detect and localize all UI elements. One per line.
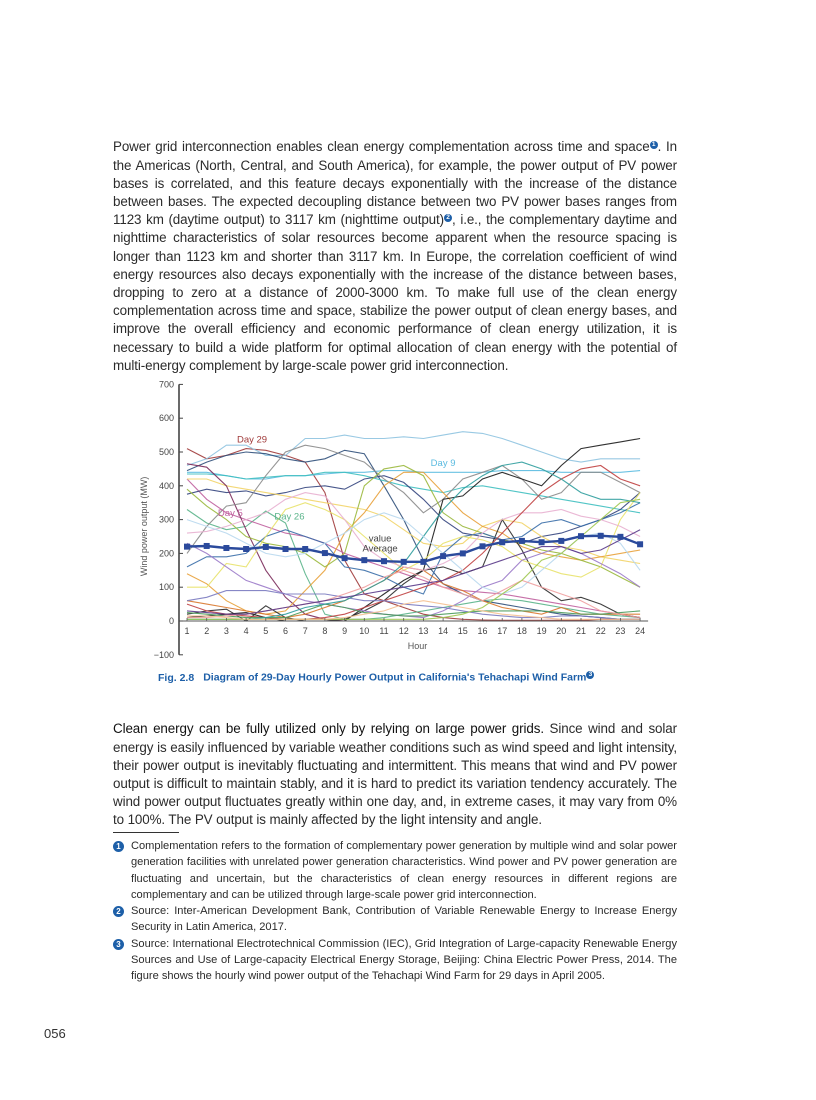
figure-number: Fig. 2.8 <box>158 671 195 684</box>
x-tick-label: 21 <box>575 626 587 636</box>
footnote-ref-1[interactable]: 1 <box>650 141 658 149</box>
average-marker <box>519 538 525 544</box>
figure-caption <box>158 671 594 684</box>
series-line <box>187 567 640 618</box>
y-tick-label: 300 <box>158 514 174 525</box>
x-tick-label: 5 <box>263 626 269 636</box>
paragraph-text: Since wind and solar energy is easily influenced by variable weather conditions such as wind speed and light intensity, their power output is inevitably fluctuating and intermittent. This means that wind and PV power output is difficult to maintain stably, and it is hard to predict its variation tendency accurately. The wind power output fluctuates greatly within one day, and, in extreme cases, it may vary from 0% to 100%. The PV output is mainly affected by the light intensity and angle. <box>113 721 677 828</box>
series-line <box>187 450 640 619</box>
average-marker <box>578 533 584 539</box>
paragraph-text: , i.e., the complementary daytime and nighttime characteristics of solar resources become apparent when the resource spacing is longer than 1123 km and shorter than 3117 km. In Europe, the correlation coefficient of wind energy resources also decays exponentially with the increase of the distance between bases, dropping to zero at a distance of 2000-3000 km. To make full use of the clean energy complementation across time and space, stabilize the power output of clean energy bases, and improve the overall efficiency and economic performance of clean energy utilization, it is necessary to build a wide platform for optimal allocation of clean energy with the potential of multi-energy complement by large-scale power grid interconnection. <box>113 212 677 373</box>
average-marker <box>420 559 426 565</box>
series-line <box>187 466 640 620</box>
x-tick-label: 12 <box>398 626 409 636</box>
y-tick-label: −100 <box>153 649 174 660</box>
average-marker <box>460 550 466 556</box>
wind-power-chart <box>130 375 670 665</box>
average-marker <box>361 557 367 563</box>
average-marker <box>401 559 407 565</box>
average-marker <box>381 558 387 564</box>
footnotes <box>113 838 677 985</box>
x-tick-label: 9 <box>342 626 348 636</box>
series-line <box>187 530 640 615</box>
x-tick-label: 6 <box>282 626 289 636</box>
footnote-text: Complementation refers to the formation of complementary power generation by multiple wind and solar power generation facilities with unrelated power generation characteristics. Wind power and PV power generation are fluctuating and uncertain, but the characteristics of clean energy resources in different regions are complementary and can be utilized through large-scale power grid interconnection. <box>131 840 677 901</box>
y-tick-label: 500 <box>158 447 174 457</box>
x-tick-label: 18 <box>516 626 527 636</box>
series-line <box>187 472 640 513</box>
footnote-divider <box>113 832 179 833</box>
chart-annotation: Day 5 <box>217 508 243 520</box>
x-tick-label: 19 <box>536 626 547 636</box>
y-tick-label: 200 <box>158 548 174 559</box>
x-tick-label: 16 <box>477 626 488 636</box>
footnote-text: Source: Inter-American Development Bank, Contribution of Variable Renewable Energy to Increase Energy Security in Latin America, 2017. <box>131 905 677 934</box>
average-marker <box>440 553 446 559</box>
series-line <box>187 499 640 619</box>
footnote-text: Source: International Electrotechnical Commission (IEC), Grid Integration of Large-capacity Renewable Energy Sources and Use of Large-capacity Electrical Energy Storage, Beijing: China Electric Power Press, 2014. The figure shows the hourly wind power output of the Tehachapi Wind Farm for 29 days in April 2005. <box>131 937 677 983</box>
average-marker <box>539 539 545 545</box>
x-tick-label: 3 <box>223 626 229 636</box>
series-line <box>187 449 640 621</box>
average-marker <box>499 539 505 545</box>
footnote-number-icon: 2 <box>113 906 124 917</box>
y-tick-label: 100 <box>158 582 174 593</box>
chart-canvas <box>130 375 670 665</box>
page-number: 056 <box>44 1026 66 1041</box>
x-tick-label: 2 <box>204 626 210 636</box>
chart-annotation: Day 9 <box>430 458 456 470</box>
chart-annotation: Average <box>362 543 398 555</box>
average-marker <box>637 541 643 547</box>
chart-annotation: Day 26 <box>274 511 305 523</box>
x-tick-label: 20 <box>556 626 567 636</box>
average-marker <box>263 544 269 550</box>
paragraph-lead: Clean energy can be fully utilized only by relying on large power grids. <box>113 721 544 737</box>
average-marker <box>598 533 604 539</box>
figure-title: Diagram of 29-Day Hourly Power Output in California's Tehachapi Wind Farm <box>203 671 587 684</box>
average-marker <box>322 550 328 556</box>
chart-annotation: value <box>368 533 392 545</box>
footnote-number-icon: 1 <box>113 841 124 852</box>
x-tick-label: 10 <box>359 626 370 636</box>
y-tick-label: 600 <box>158 413 174 424</box>
day-series-lines <box>187 432 640 621</box>
x-tick-label: 17 <box>497 626 508 636</box>
x-tick-label: 11 <box>379 626 389 636</box>
paragraph-text: Power grid interconnection enables clean energy complementation across time and space <box>113 139 650 155</box>
x-tick-label: 24 <box>635 626 646 636</box>
x-tick-label: 22 <box>595 626 606 636</box>
x-tick-label: 15 <box>457 626 468 636</box>
footnote-1 <box>113 838 677 903</box>
paragraph-text: . In the Americas (North, Central, and South America), for example, the power output of PV power bases is correlated, and this feature decays exponentially with the increase of the distance between bases. The expected decoupling distance between two PV power bases ranges from 1123 km (daytime output) to 3117 km (nighttime output) <box>113 139 677 228</box>
average-marker <box>204 543 210 549</box>
footnote-3 <box>113 936 677 985</box>
x-tick-label: 1 <box>184 626 190 636</box>
x-tick-label: 13 <box>418 626 429 636</box>
average-marker <box>480 543 486 549</box>
average-marker <box>243 546 249 552</box>
y-tick-label: 0 <box>168 616 174 626</box>
footnote-number-icon: 3 <box>113 939 124 950</box>
average-marker <box>342 555 348 561</box>
y-tick-label: 400 <box>158 480 174 491</box>
x-tick-label: 14 <box>438 626 449 636</box>
average-marker <box>302 546 308 552</box>
y-tick-label: 700 <box>158 379 174 390</box>
chart-annotation: Day 29 <box>236 434 268 446</box>
body-paragraph-2 <box>113 720 677 829</box>
average-marker <box>184 544 190 550</box>
x-tick-label: 8 <box>322 626 328 636</box>
footnote-2 <box>113 903 677 936</box>
body-paragraph-1 <box>113 138 677 375</box>
x-tick-label: 4 <box>243 626 249 636</box>
footnote-ref-2[interactable]: 2 <box>444 214 452 222</box>
x-tick-label: 7 <box>302 626 308 636</box>
x-axis-title: Hour <box>407 641 428 651</box>
average-marker <box>283 546 289 552</box>
average-marker <box>223 545 229 551</box>
average-marker <box>558 538 564 544</box>
y-axis-title: Wind power output (MW) <box>139 476 149 577</box>
x-tick-label: 23 <box>615 626 626 636</box>
average-marker <box>617 534 623 540</box>
footnote-ref-3[interactable]: 3 <box>586 671 594 679</box>
